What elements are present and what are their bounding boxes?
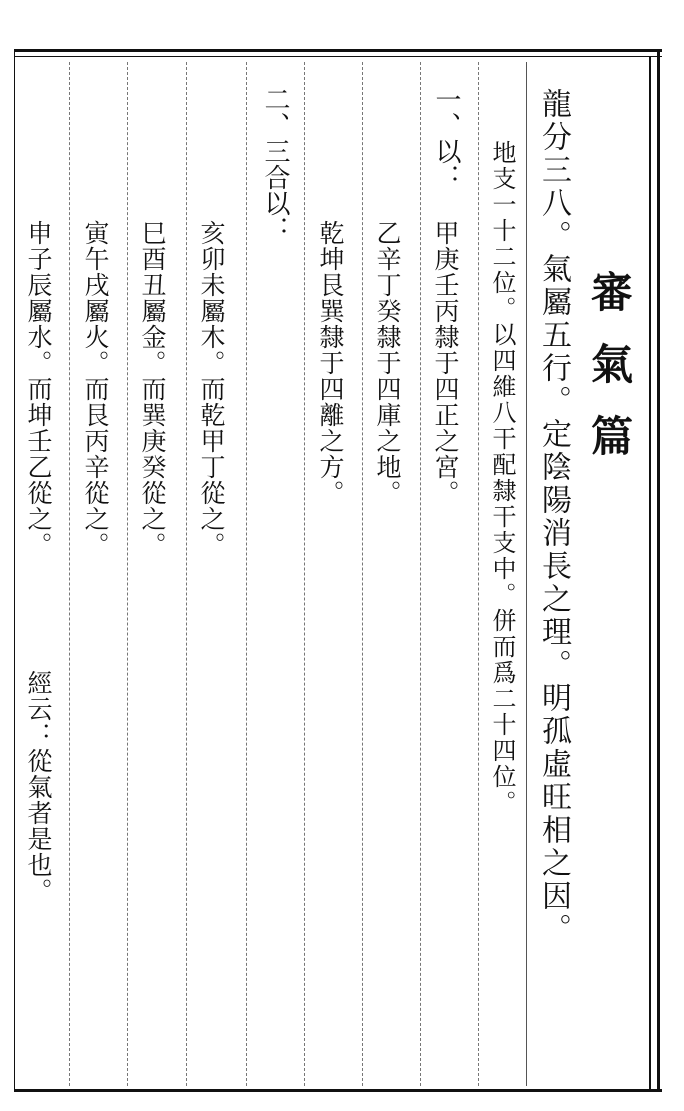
column-rule xyxy=(362,62,363,1086)
text-column-2: 地支一十二位。以四維八干配隸干支中。併而爲二十四位。 xyxy=(488,140,516,816)
frame-right-border xyxy=(657,49,660,1092)
frame-inner-right-border xyxy=(649,56,651,1092)
column-rule xyxy=(478,62,479,1086)
text-column-6: 亥卯未屬木。而乾甲丁從之。 xyxy=(197,220,226,558)
column-rule xyxy=(69,62,70,1086)
column-rule xyxy=(420,62,421,1086)
text-column-4: 乙辛丁癸隸于四庫之地。 xyxy=(373,220,402,506)
frame-inner-top-border xyxy=(14,56,662,57)
text-column-5: 乾坤艮巽隸于四離之方。 xyxy=(316,220,345,506)
text-column-8: 寅午戌屬火。而艮丙辛從之。 xyxy=(81,220,110,558)
frame-left-border xyxy=(14,49,15,1092)
column-rule xyxy=(127,62,128,1086)
chapter-title: 審氣篇 xyxy=(585,270,634,486)
text-column-3: 甲庚壬丙隸于四正之宮。 xyxy=(431,220,460,506)
frame-bottom-border xyxy=(14,1089,662,1092)
section-heading-1: 一、以： xyxy=(431,86,461,190)
text-column-9: 申子辰屬水。而坤壬乙從之。 xyxy=(24,220,53,558)
text-column-10: 經云：從氣者是也。 xyxy=(24,670,53,904)
column-rule xyxy=(186,62,187,1086)
frame-top-border xyxy=(14,49,662,52)
section-heading-2: 二、三合以： xyxy=(260,86,290,242)
text-column-1: 龍分三八。氣屬五行。定陰陽消長之理。明孤虛旺相之因。 xyxy=(536,88,571,946)
column-rule xyxy=(526,62,527,1086)
column-rule xyxy=(246,62,247,1086)
text-column-7: 巳酉丑屬金。而巽庚癸從之。 xyxy=(138,220,167,558)
column-rule xyxy=(304,62,305,1086)
